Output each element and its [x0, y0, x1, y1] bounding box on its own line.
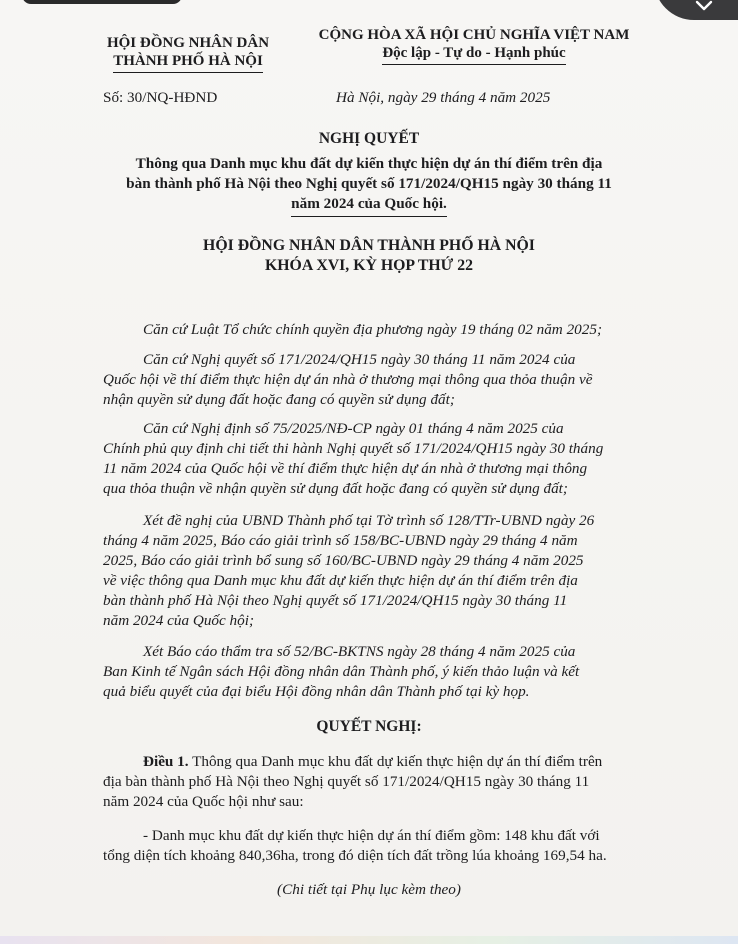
article-1-line-1	[143, 752, 602, 772]
motto-line: Độc lập - Tự do - Hạnh phúc	[300, 44, 648, 65]
issuing-body	[0, 236, 738, 276]
document-number: Số: 30/NQ-HĐND	[103, 89, 218, 106]
preamble-decree-2: Chính phủ quy định chi tiết thi hành Nghị quyết số 171/2024/QH15 ngày 30 tháng	[103, 440, 604, 457]
bottom-edge	[0, 936, 738, 944]
preamble-decree-4: qua thỏa thuận về nhận quyền sử dụng đất hoặc đang có quyền sử dụng đất;	[103, 480, 568, 497]
issuer-line-2: THÀNH PHỐ HÀ NỘI	[72, 52, 304, 73]
decision-heading: QUYẾT NGHỊ:	[316, 718, 422, 735]
article-1-text: Thông qua Danh mục khu đất dự kiến thực hiện dự án thí điểm trên	[188, 753, 603, 770]
issuer-line-1: HỘI ĐỒNG NHÂN DÂN	[106, 35, 270, 51]
country-name: CỘNG HÒA XÃ HỘI CHỦ NGHĨA VIỆT NAM	[318, 27, 630, 43]
preamble-proposal-4: về việc thông qua Danh mục khu đất dự kiến thực hiện dự án thí điểm trên địa	[103, 572, 578, 589]
preamble-resolution-2: Quốc hội về thí điểm thực hiện dự án nhà ở thương mại thông qua thỏa thuận về	[103, 371, 593, 388]
issuing-body-line-1: HỘI ĐỒNG NHÂN DÂN THÀNH PHỐ HÀ NỘI	[203, 237, 535, 254]
preamble-resolution-1: Căn cứ Nghị quyết số 171/2024/QH15 ngày 30 tháng 11 năm 2024 của	[143, 351, 576, 368]
list-item-line-1: - Danh mục khu đất dự kiến thực hiện dự án thí điểm gồm: 148 khu đất với	[143, 827, 600, 844]
appendix-note: (Chi tiết tại Phụ lục kèm theo)	[277, 881, 461, 898]
article-1-line-3: năm 2024 của Quốc hội như sau:	[103, 793, 304, 810]
national-motto	[300, 26, 648, 65]
chevron-down-icon	[694, 0, 714, 12]
article-1-label: Điều 1.	[143, 753, 189, 770]
collapse-button[interactable]	[654, 0, 738, 20]
article-1-line-2: địa bàn thành phố Hà Nội theo Nghị quyết số 171/2024/QH15 ngày 30 tháng 11	[103, 773, 590, 790]
preamble-law: Căn cứ Luật Tổ chức chính quyền địa phương ngày 19 tháng 02 năm 2025;	[143, 321, 603, 338]
status-bar-fragment	[22, 0, 182, 4]
preamble-decree-3: 11 năm 2024 của Quốc hội về thí điểm thực hiện dự án nhà ở thương mại thông	[103, 460, 588, 477]
subject-line-3: năm 2024 của Quốc hội.	[0, 194, 738, 217]
preamble-review-1: Xét Báo cáo thẩm tra số 52/BC-BKTNS ngày 28 tháng 4 năm 2025 của	[143, 643, 576, 660]
preamble-proposal-3: 2025, Báo cáo giải trình bổ sung số 160/BC-UBND ngày 29 tháng 4 năm 2025	[103, 552, 584, 569]
preamble-review-3: quả biểu quyết của đại biểu Hội đồng nhân dân Thành phố tại kỳ họp.	[103, 683, 530, 700]
preamble-proposal-1: Xét đề nghị của UBND Thành phố tại Tờ trình số 128/TTr-UBND ngày 26	[143, 512, 595, 529]
issuing-body-line-2: KHÓA XVI, KỲ HỌP THỨ 22	[264, 257, 473, 274]
preamble-proposal-6: năm 2024 của Quốc hội;	[103, 612, 255, 629]
place-date: Hà Nội, ngày 29 tháng 4 năm 2025	[336, 89, 551, 106]
document-subject	[0, 154, 738, 217]
preamble-proposal-5: bàn thành phố Hà Nội theo Nghị quyết số 171/2024/QH15 ngày 30 tháng 11	[103, 592, 568, 609]
preamble-resolution-3: nhận quyền sử dụng đất hoặc đang có quyền sử dụng đất;	[103, 391, 455, 408]
list-item-line-2: tổng diện tích khoảng 840,36ha, trong đó diện tích đất trồng lúa khoảng 169,54 ha.	[103, 847, 607, 864]
preamble-review-2: Ban Kinh tế Ngân sách Hội đồng nhân dân Thành phố, ý kiến thảo luận và kết	[103, 663, 580, 680]
issuer-org-name	[72, 34, 304, 73]
document-type: NGHỊ QUYẾT	[318, 130, 420, 147]
subject-line-2: bàn thành phố Hà Nội theo Nghị quyết số 171/2024/QH15 ngày 30 tháng 11	[126, 175, 612, 192]
subject-line-1: Thông qua Danh mục khu đất dự kiến thực hiện dự án thí điểm trên địa	[135, 155, 603, 172]
preamble-decree-1: Căn cứ Nghị định số 75/2025/NĐ-CP ngày 01 tháng 4 năm 2025 của	[143, 420, 564, 437]
preamble-proposal-2: tháng 4 năm 2025, Báo cáo giải trình số 158/BC-UBND ngày 29 tháng 4 năm	[103, 532, 578, 549]
